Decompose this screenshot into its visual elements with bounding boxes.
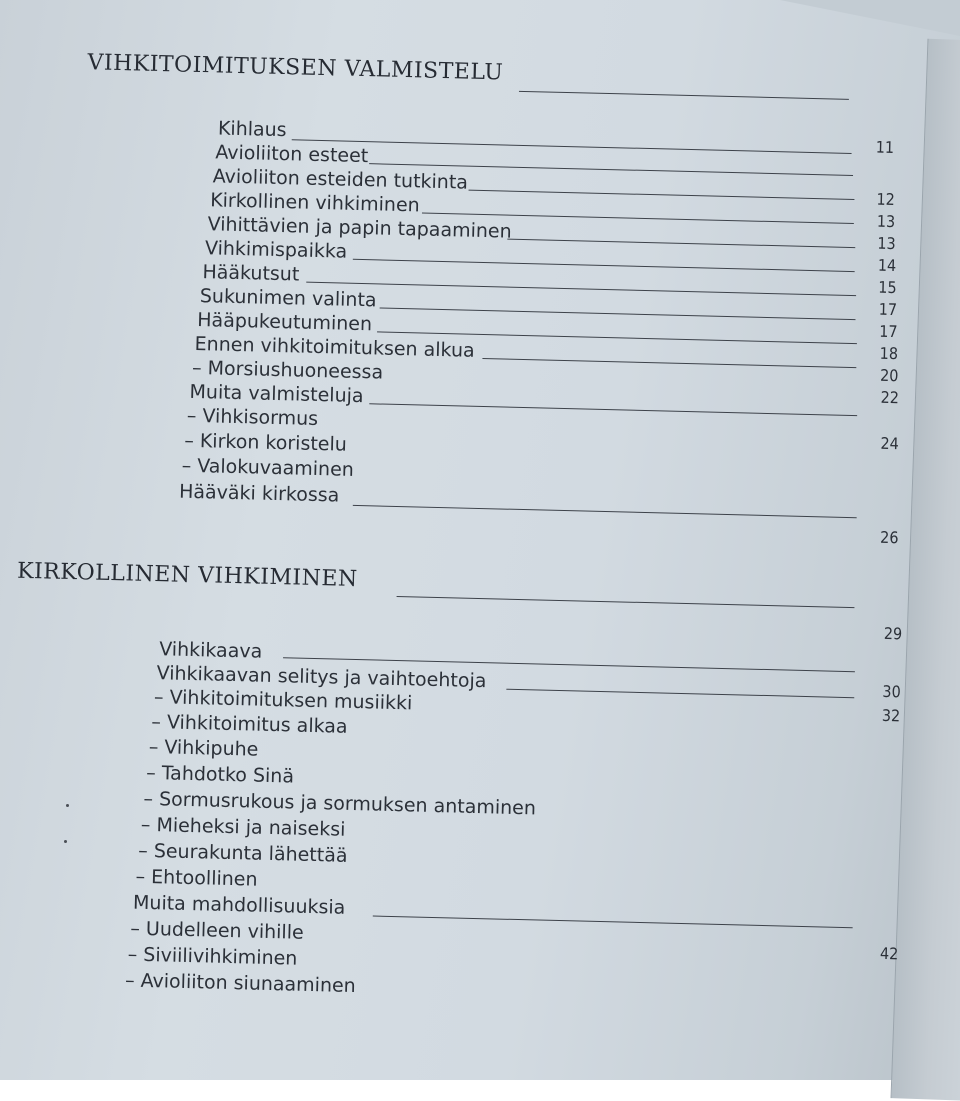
toc-entry: – Vihkitoimitus alkaa: [151, 711, 348, 738]
toc-entry: – Vihkipuhe: [148, 735, 259, 761]
toc-entry: Muita valmisteluja: [189, 380, 364, 408]
page-number: 14: [877, 255, 897, 276]
toc-entry: Avioliiton esteet: [215, 141, 369, 168]
toc-entry: – Mieheksi ja naiseksi: [140, 813, 346, 841]
page-number: 15: [878, 277, 897, 298]
toc-entry: – Vihkitoimituksen musiikki: [153, 686, 413, 715]
toc-entry: Ennen vihkitoimituksen alkua: [194, 332, 475, 362]
leader-line: [380, 307, 856, 320]
leader-line: [292, 139, 852, 154]
toc-entry: – Uudelleen vihille: [130, 917, 304, 944]
page-number: 20: [879, 365, 899, 386]
leader-line: [506, 689, 854, 699]
page-number: 32: [881, 705, 901, 726]
toc-entry: – Avioliiton siunaaminen: [124, 969, 357, 998]
leader-line: [397, 596, 855, 608]
toc-entry: – Valokuvaaminen: [181, 454, 355, 481]
leader-line: [373, 915, 853, 928]
toc-entry: – Morsiushuoneessa: [191, 356, 384, 384]
page-number: 42: [879, 943, 899, 964]
toc-entry: Hääpukeutuminen: [197, 309, 373, 336]
section-heading: KIRKOLLINEN VIHKIMINEN: [16, 558, 359, 593]
toc-entry: Sukunimen valinta: [199, 285, 377, 312]
toc-entry: – Tahdotko Sinä: [145, 761, 295, 788]
toc-entry: Avioliiton esteiden tutkinta: [212, 165, 469, 194]
leader-line: [353, 505, 857, 518]
toc-entry: – Seurakunta lähettää: [138, 839, 348, 867]
page-number: 17: [878, 299, 898, 320]
toc-entry: – Vihkisormus: [186, 404, 319, 431]
paper-speck: [64, 840, 67, 843]
leader-line: [519, 91, 849, 100]
leader-line: [482, 358, 856, 368]
leader-line: [369, 403, 857, 416]
paper-speck: [66, 804, 69, 807]
toc-entry: Vihittävien ja papin tapaaminen: [207, 213, 512, 243]
page-number: 30: [882, 681, 901, 702]
page-number: 12: [876, 189, 895, 210]
page-number: 29: [883, 623, 903, 644]
toc-entry: – Sormusrukous ja sormuksen antaminen: [143, 787, 537, 820]
toc-entry: – Kirkon koristelu: [184, 429, 348, 456]
toc-entry: Kirkollinen vihkiminen: [209, 189, 420, 217]
leader-line: [353, 259, 855, 272]
page-number: 17: [878, 321, 898, 342]
leader-line: [507, 239, 855, 249]
page-number: 24: [880, 433, 900, 454]
page-number: 13: [877, 233, 896, 254]
toc-entry: Vihkimispaikka: [204, 237, 348, 263]
toc-entry: – Siviilivihkiminen: [127, 943, 298, 970]
toc-entry: Vihkikaava: [158, 638, 263, 663]
toc-entry: – Ehtoollinen: [135, 865, 258, 891]
leader-line: [469, 190, 855, 200]
section-heading: VIHKITOIMITUKSEN VALMISTELU: [87, 50, 504, 86]
toc-entry: Vihkikaavan selitys ja vaihtoehtoja: [156, 662, 487, 693]
toc-entry: Hääkutsut: [202, 261, 300, 286]
page-number: 26: [879, 527, 899, 548]
page-number: 22: [880, 387, 900, 408]
leader-line: [306, 282, 856, 296]
toc-entry: Muita mahdollisuuksia: [132, 891, 346, 919]
toc-entry: Kihlaus: [217, 117, 287, 142]
page-number: 11: [875, 137, 895, 157]
page-number: 13: [876, 211, 896, 232]
page-number: 18: [879, 343, 899, 364]
toc-entry: Hääväki kirkossa: [178, 480, 340, 507]
